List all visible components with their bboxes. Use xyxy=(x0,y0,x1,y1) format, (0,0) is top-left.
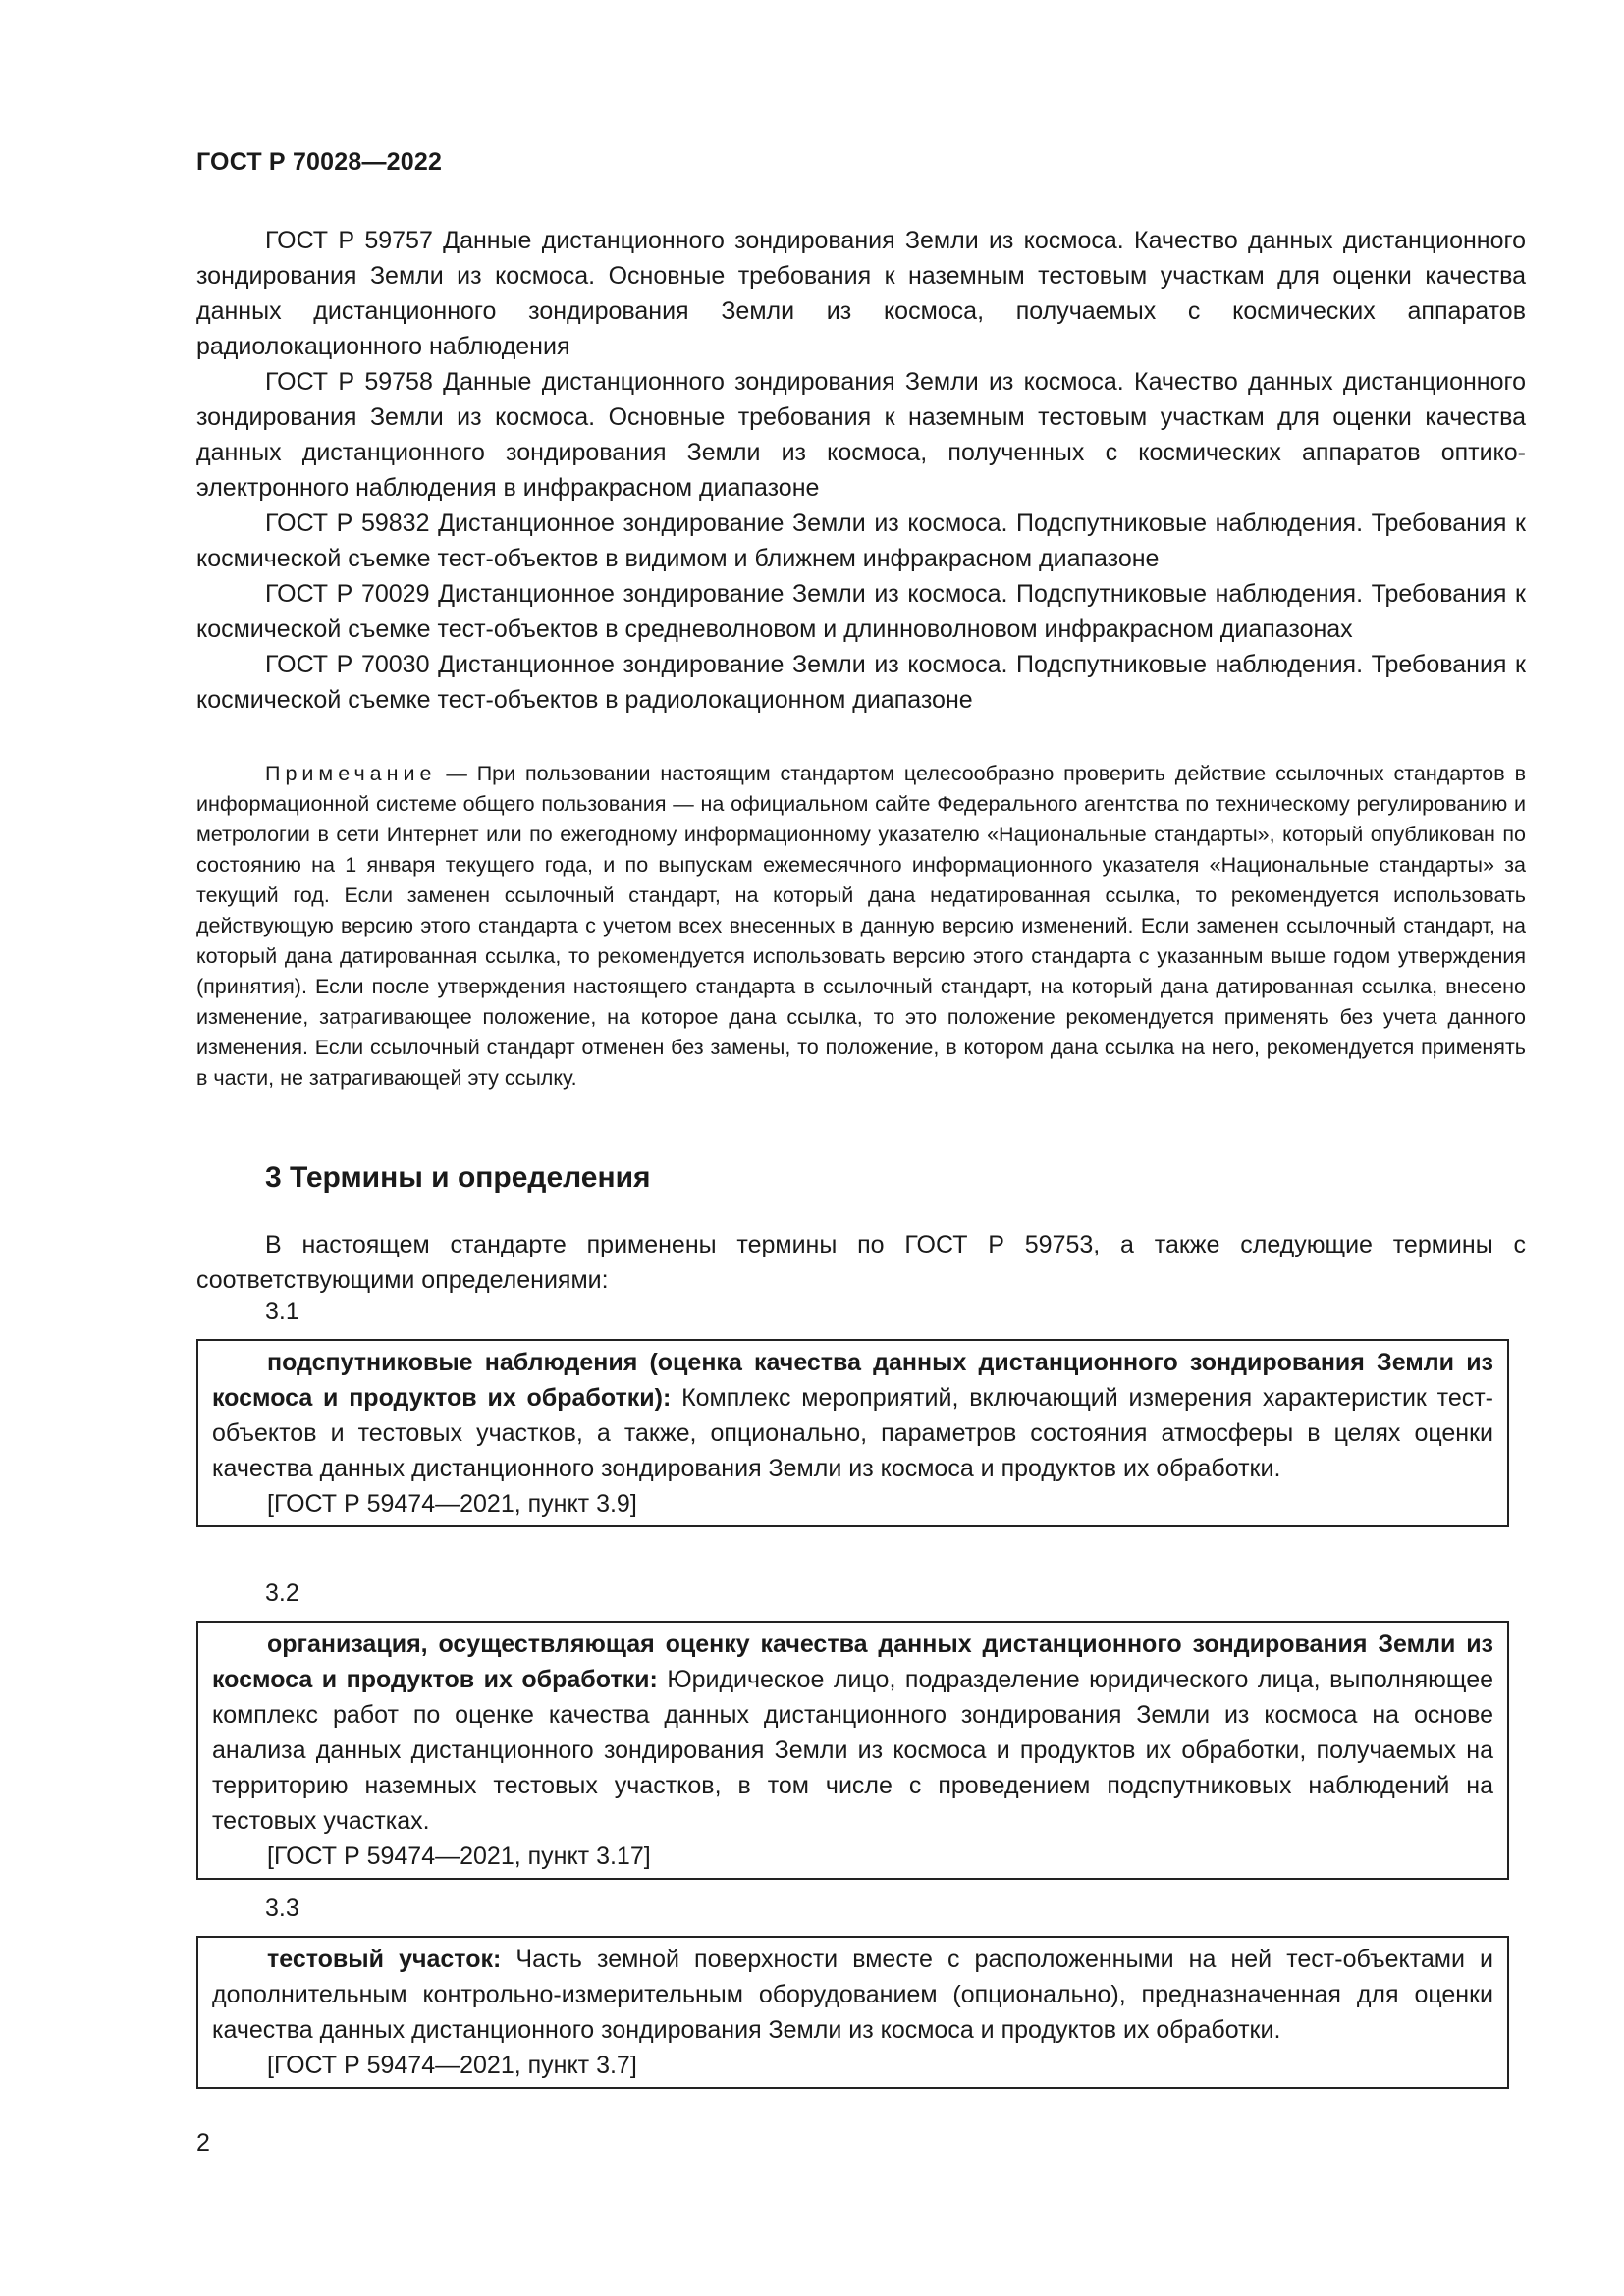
reference-item: ГОСТ Р 59757 Данные дистанционного зондирования Земли из космоса. Качество данных дистанционного зондирования Земли из космоса. Основные требования к наземным тестовым участкам для оценки качества данных дистанционного зондирования Земли из космоса, получаемых с космических аппаратов радиолокационного наблюдения xyxy=(196,227,1526,360)
page-number: 2 xyxy=(196,2129,210,2157)
term-number: 3.2 xyxy=(265,1579,299,1607)
note-text: — При пользовании настоящим стандартом целесообразно проверить действие ссылочных стандартов в информационной системе общего пользования — на официальном сайте Федерального агентства по техническому регулированию и метрологии в сети Интернет или по ежегодному информационному указателю «Национальные стандарты», который опубликован по состоянию на 1 января текущего года, и по выпускам ежемесячного информационного указателя «Национальные стандарты» за текущий год. Если заменен ссылочный стандарт, на который дана недатированная ссылка, то рекомендуется использовать действующую версию этого стандарта с учетом всех внесенных в данную версию изменений. Если заменен ссылочный стандарт, на который дана датированная ссылка, то рекомендуется использовать версию этого стандарта с указанным выше годом утверждения (принятия). Если после утверждения настоящего стандарта в ссылочный стандарт, на который дана датированная ссылка, внесено изменение, затрагивающее положение, на которое дана ссылка, то это положение рекомендуется применять без учета данного изменения. Если ссылочный стандарт отменен без замены, то положение, в котором дана ссылка на него, рекомендуется применять в части, не затрагивающей эту ссылку. xyxy=(196,762,1526,1090)
reference-item: ГОСТ Р 59758 Данные дистанционного зондирования Земли из космоса. Качество данных дистанционного зондирования Земли из космоса. Основные требования к наземным тестовым участкам для оценки качества данных дистанционного зондирования Земли из космоса, полученных с космических аппаратов оптико-электронного наблюдения в инфракрасном диапазоне xyxy=(196,368,1526,502)
term-definition xyxy=(212,1942,1493,2048)
term-definition-text: Комплекс мероприятий, включающий измерения характеристик тест-объектов и тестовых участков, а также, опционально, параметров состояния атмосферы в целях оценки качества данных дистанционного зондирования Земли из космоса и продуктов их обработки. xyxy=(212,1384,1493,1482)
term-name: тестовый участок: xyxy=(267,1946,502,1973)
reference-item: ГОСТ Р 70030 Дистанционное зондирование Земли из космоса. Подспутниковые наблюдения. Требования к космической съемке тест-объектов в радиолокационном диапазоне xyxy=(196,651,1526,714)
normative-references-list xyxy=(196,223,1526,718)
term-number: 3.1 xyxy=(265,1298,299,1325)
term-box xyxy=(196,1936,1509,2089)
term-definition xyxy=(212,1627,1493,1839)
term-box xyxy=(196,1621,1509,1880)
term-source: [ГОСТ Р 59474—2021, пункт 3.7] xyxy=(267,2052,637,2079)
reference-item: ГОСТ Р 70029 Дистанционное зондирование Земли из космоса. Подспутниковые наблюдения. Требования к космической съемке тест-объектов в средневолновом и длинноволновом инфракрасном диапазонах xyxy=(196,580,1526,643)
term-source: [ГОСТ Р 59474—2021, пункт 3.17] xyxy=(267,1842,651,1870)
term-name: организация, осуществляющая оценку качества данных дистанционного зондирования Земли из космоса и продуктов их обработки: xyxy=(212,1630,1493,1693)
term-name: подспутниковые наблюдения (оценка качества данных дистанционного зондирования Земли из космоса и продуктов их обработки): xyxy=(212,1349,1493,1412)
section-intro: В настоящем стандарте применены термины по ГОСТ Р 59753, а также следующие термины с соответствующими определениями: xyxy=(196,1231,1526,1294)
term-definition xyxy=(212,1345,1493,1486)
document-id-header: ГОСТ Р 70028—2022 xyxy=(196,148,443,176)
reference-item: ГОСТ Р 59832 Дистанционное зондирование Земли из космоса. Подспутниковые наблюдения. Требования к космической съемке тест-объектов в видимом и ближнем инфракрасном диапазоне xyxy=(196,509,1526,572)
term-number: 3.3 xyxy=(265,1895,299,1922)
term-definition-text: Юридическое лицо, подразделение юридического лица, выполняющее комплекс работ по оценке качества данных дистанционного зондирования Земли из космоса на основе анализа данных дистанционного зондирования Земли из космоса и продуктов их обработки, получаемых на территорию наземных тестовых участков, в том числе с проведением подспутниковых наблюдений на тестовых участках. xyxy=(212,1666,1494,1835)
term-box xyxy=(196,1339,1509,1527)
document-page xyxy=(196,0,1526,2296)
note-label: Примечание xyxy=(265,762,437,785)
term-source: [ГОСТ Р 59474—2021, пункт 3.9] xyxy=(267,1490,637,1518)
section-heading: 3 Термины и определения xyxy=(265,1161,651,1194)
term-definition-text: Часть земной поверхности вместе с расположенными на ней тест-объектами и дополнительным контрольно-измерительным оборудованием (опционально), предназначенная для оценки качества данных дистанционного зондирования Земли из космоса и продуктов их обработки. xyxy=(212,1946,1493,2044)
references-note xyxy=(196,759,1526,1094)
